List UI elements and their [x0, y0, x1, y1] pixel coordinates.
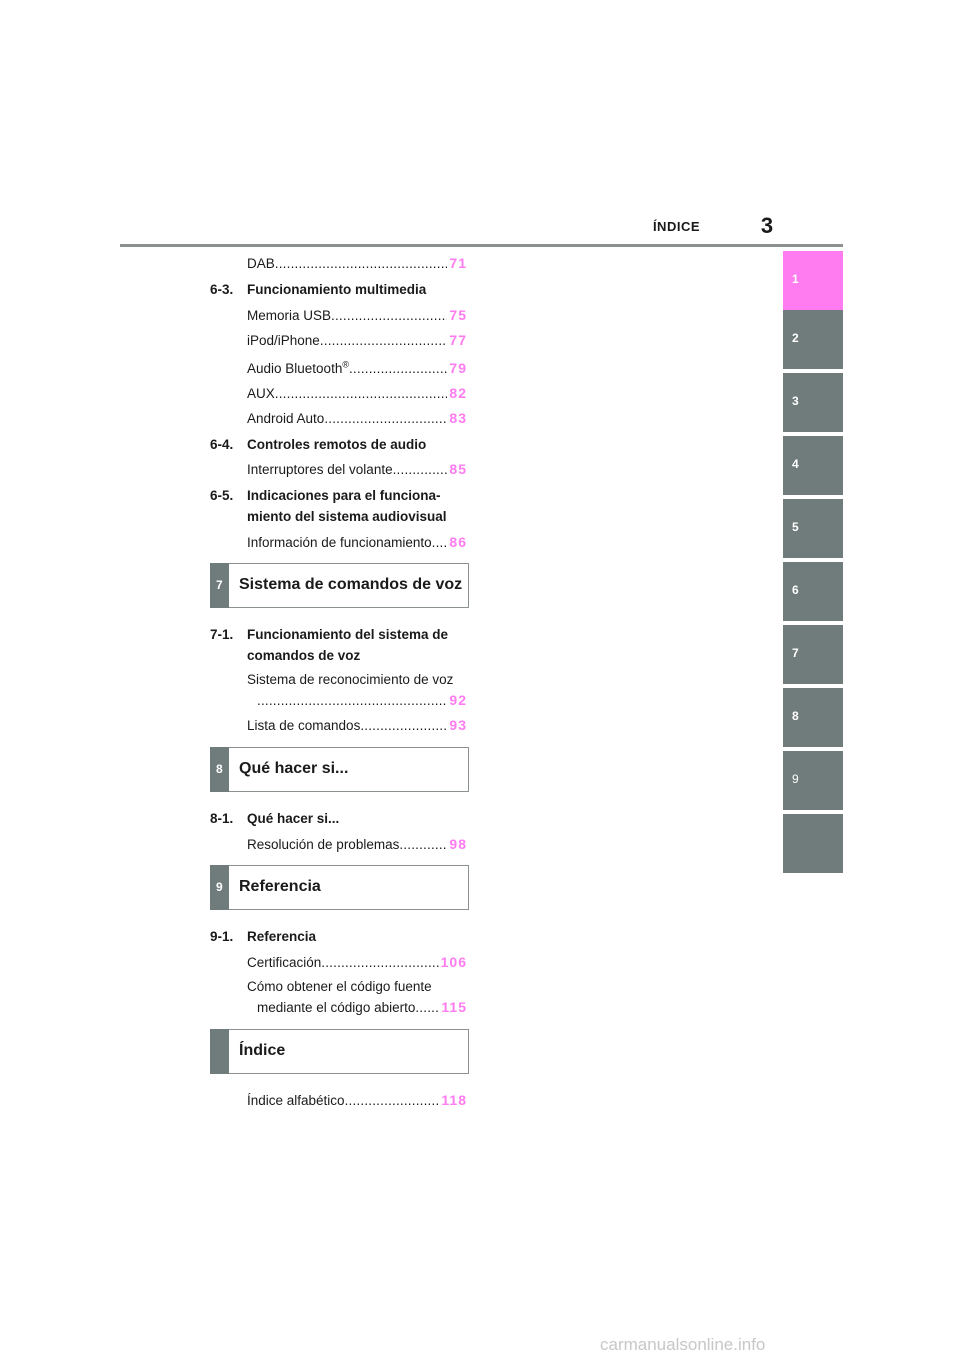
toc-entry-resolucion[interactable]: Resolución de problemas ..... 98	[247, 836, 467, 852]
toc-entry-codigo-abierto[interactable]: mediante el código abierto ..... 115	[257, 999, 467, 1015]
toc-entry-android-auto[interactable]: Android Auto ..... 83	[247, 410, 467, 426]
page-link[interactable]: 92	[449, 692, 467, 708]
section-number: 6-5.	[210, 488, 234, 503]
toc-entry-label[interactable]: Cómo obtener el código fuente	[247, 979, 432, 994]
toc-entry-ipod[interactable]: iPod/iPhone ..... 77	[247, 332, 467, 348]
chapter-tab-7[interactable]: 7	[783, 625, 843, 684]
chapter-title: Índice	[239, 1042, 286, 1059]
chapter-number-badge: 9	[210, 865, 229, 910]
section-title-continued: miento del sistema audiovisual	[247, 509, 447, 524]
page-link[interactable]: 83	[449, 410, 467, 426]
chapter-title: Referencia	[239, 878, 321, 895]
page-link[interactable]: 75	[449, 307, 467, 323]
page-link[interactable]: 115	[441, 999, 467, 1015]
toc-entry-reconocimiento[interactable]	[257, 692, 467, 708]
section-title: Funcionamiento multimedia	[247, 282, 427, 297]
chapter-tab-9[interactable]: 9	[783, 751, 843, 810]
chapter-heading-9[interactable]	[210, 865, 469, 910]
section-title: Indicaciones para el funciona-	[247, 488, 441, 503]
chapter-tab-1[interactable]: 1	[783, 251, 843, 310]
chapter-tab-8[interactable]: 8	[783, 688, 843, 747]
page-link[interactable]: 98	[449, 836, 467, 852]
toc-entry-volante[interactable]: Interruptores del volante ..... 85	[247, 461, 467, 477]
toc-entry-bluetooth[interactable]: Audio Bluetooth® ..... 79	[247, 360, 467, 376]
page-number: 3	[760, 213, 774, 238]
chapter-tab-4[interactable]: 4	[783, 436, 843, 495]
page-link[interactable]: 79	[449, 360, 467, 376]
section-number: 9-1.	[210, 929, 234, 944]
section-title-continued: comandos de voz	[247, 648, 361, 663]
page-link[interactable]: 86	[449, 534, 467, 550]
chapter-heading-7[interactable]	[210, 563, 469, 608]
section-title: Qué hacer si...	[247, 811, 340, 826]
chapter-tab-5[interactable]: 5	[783, 499, 843, 558]
toc-entry-aux[interactable]: AUX ..... 82	[247, 385, 467, 401]
page-link[interactable]: 93	[449, 717, 467, 733]
page-link[interactable]: 85	[449, 461, 467, 477]
toc-entry-informacion[interactable]: Información de funcionamiento ..... 86	[247, 534, 467, 550]
chapter-title: Qué hacer si...	[239, 760, 349, 777]
page-link[interactable]: 77	[449, 332, 467, 348]
chapter-heading-8[interactable]	[210, 747, 469, 792]
page-link[interactable]: 118	[441, 1092, 467, 1108]
toc-entry-usb[interactable]: Memoria USB ..... 75	[247, 307, 467, 323]
header-title: ÍNDICE	[652, 219, 700, 234]
chapter-number-badge	[210, 1029, 229, 1074]
section-number: 7-1.	[210, 627, 234, 642]
page-link[interactable]: 71	[449, 255, 467, 271]
section-title: Funcionamiento del sistema de	[247, 627, 449, 642]
toc-entry-indice-alfabetico[interactable]: Índice alfabético ..... 118	[247, 1092, 467, 1108]
section-title: Referencia	[247, 929, 317, 944]
page-link[interactable]: 106	[440, 954, 467, 970]
chapter-heading-index[interactable]	[210, 1029, 469, 1074]
chapter-tab-2[interactable]: 2	[783, 310, 843, 369]
chapter-number-badge: 7	[210, 563, 229, 608]
section-title: Controles remotos de audio	[247, 437, 427, 452]
toc-entry-dab[interactable]: DAB ..... 71	[247, 255, 467, 271]
toc-entry-lista-comandos[interactable]: Lista de comandos ..... 93	[247, 717, 467, 733]
watermark-text: carmanualsonline.info	[600, 1335, 766, 1354]
chapter-number-badge: 8	[210, 747, 229, 792]
section-number: 8-1.	[210, 811, 234, 826]
chapter-title: Sistema de comandos de voz	[239, 576, 463, 593]
section-number: 6-4.	[210, 437, 234, 452]
toc-entry-label[interactable]: Sistema de reconocimiento de voz	[247, 672, 454, 687]
chapter-tab-3[interactable]: 3	[783, 373, 843, 432]
chapter-tab-index[interactable]	[783, 814, 843, 873]
section-number: 6-3.	[210, 282, 234, 297]
chapter-tab-6[interactable]: 6	[783, 562, 843, 621]
page-link[interactable]: 82	[449, 385, 467, 401]
toc-entry-certificacion[interactable]: Certificación ..... 106	[247, 954, 467, 970]
